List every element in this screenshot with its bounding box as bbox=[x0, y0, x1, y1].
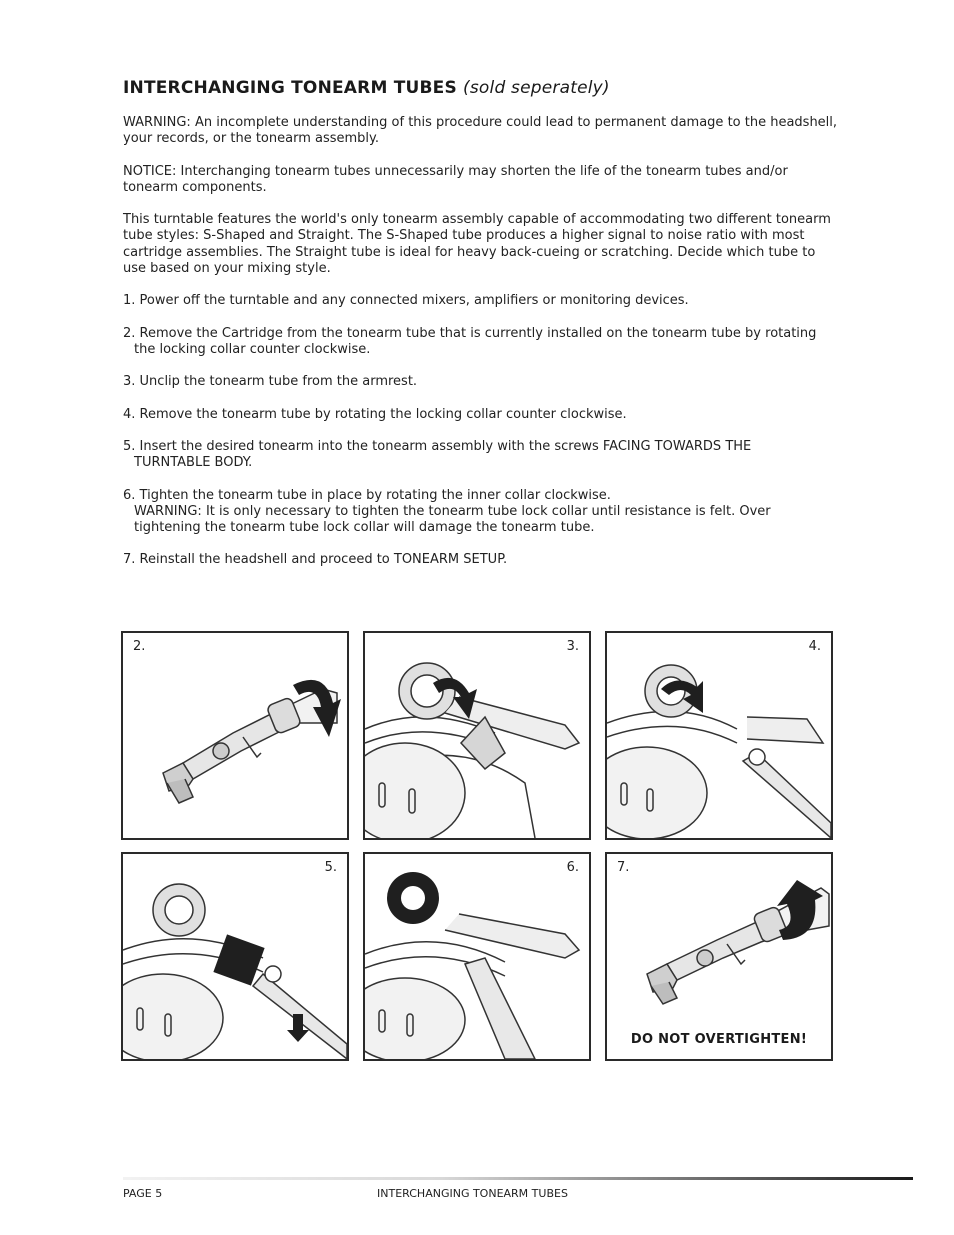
figure-number: 5. bbox=[324, 860, 337, 875]
tighten-collar-illustration bbox=[365, 854, 589, 1059]
notice-paragraph: NOTICE: Interchanging tonearm tubes unnecessarily may shorten the life of the tonearm tubes and/or tonearm components. bbox=[123, 163, 788, 195]
headshell-removal-illustration bbox=[123, 633, 347, 838]
step-5: 5. Insert the desired tonearm into the tonearm assembly with the screws FACING TOWARDS THE TURNTABLE BODY. bbox=[123, 438, 752, 471]
remove-tube-illustration bbox=[607, 633, 831, 838]
intro-paragraph: This turntable features the world's only tonearm assembly capable of accommodating two different tonearm tube styles: S-Shaped and Straight. The S-Shaped tube produces a higher signal to noise ratio with most cartridge assemblies. The Straight tube is ideal for heavy back-cueing or scratching. Decide which tube to use based on your mixing style. bbox=[123, 212, 831, 276]
unclip-armrest-illustration bbox=[365, 633, 589, 838]
figure-number: 7. bbox=[617, 860, 630, 875]
step-4: 4. Remove the tonearm tube by rotating the locking collar counter clockwise. bbox=[123, 406, 627, 422]
overtighten-warning: DO NOT OVERTIGHTEN! bbox=[630, 1032, 808, 1047]
warning-paragraph: WARNING: An incomplete understanding of this procedure could lead to permanent damage to the headshell, your records, or the tonearm assembly. bbox=[123, 115, 838, 147]
figure-number: 2. bbox=[133, 639, 146, 654]
step-7: 7. Reinstall the headshell and proceed to TONEARM SETUP. bbox=[123, 552, 508, 568]
figure-step-3 bbox=[363, 631, 591, 840]
figure-number: 3. bbox=[566, 639, 579, 654]
figure-step-5 bbox=[121, 852, 349, 1061]
page-title-subtitle: (sold seperately) bbox=[463, 78, 610, 98]
footer-section-title: INTERCHANGING TONEARM TUBES bbox=[377, 1187, 568, 1200]
figure-step-4 bbox=[605, 631, 833, 840]
step-1: 1. Power off the turntable and any connected mixers, amplifiers or monitoring devices. bbox=[123, 293, 689, 309]
page-title bbox=[123, 78, 610, 98]
step-3: 3. Unclip the tonearm tube from the armrest. bbox=[123, 374, 418, 390]
step-6: 6. Tighten the tonearm tube in place by rotating the inner collar clockwise. WARNING: It is only necessary to tighten the tonearm tube lock collar until resistance is felt. Over tightening the tonearm tube lock collar will damage the tonearm tube. bbox=[123, 487, 771, 535]
footer-divider bbox=[123, 1177, 913, 1180]
reinstall-headshell-illustration bbox=[607, 854, 831, 1059]
step-2: 2. Remove the Cartridge from the tonearm tube that is currently installed on the tonearm tube by rotating the locking collar counter clockwise. bbox=[123, 325, 817, 357]
insert-tube-illustration bbox=[123, 854, 347, 1059]
page-title-main: INTERCHANGING TONEARM TUBES bbox=[123, 78, 457, 98]
figure-step-7 bbox=[605, 852, 833, 1061]
insert-arrow-icon bbox=[213, 934, 264, 985]
figure-step-2 bbox=[121, 631, 349, 840]
page-number: PAGE 5 bbox=[123, 1187, 163, 1200]
figure-number: 6. bbox=[566, 860, 579, 875]
figure-step-6 bbox=[363, 852, 591, 1061]
figure-number: 4. bbox=[808, 639, 821, 654]
instructions bbox=[123, 115, 838, 585]
